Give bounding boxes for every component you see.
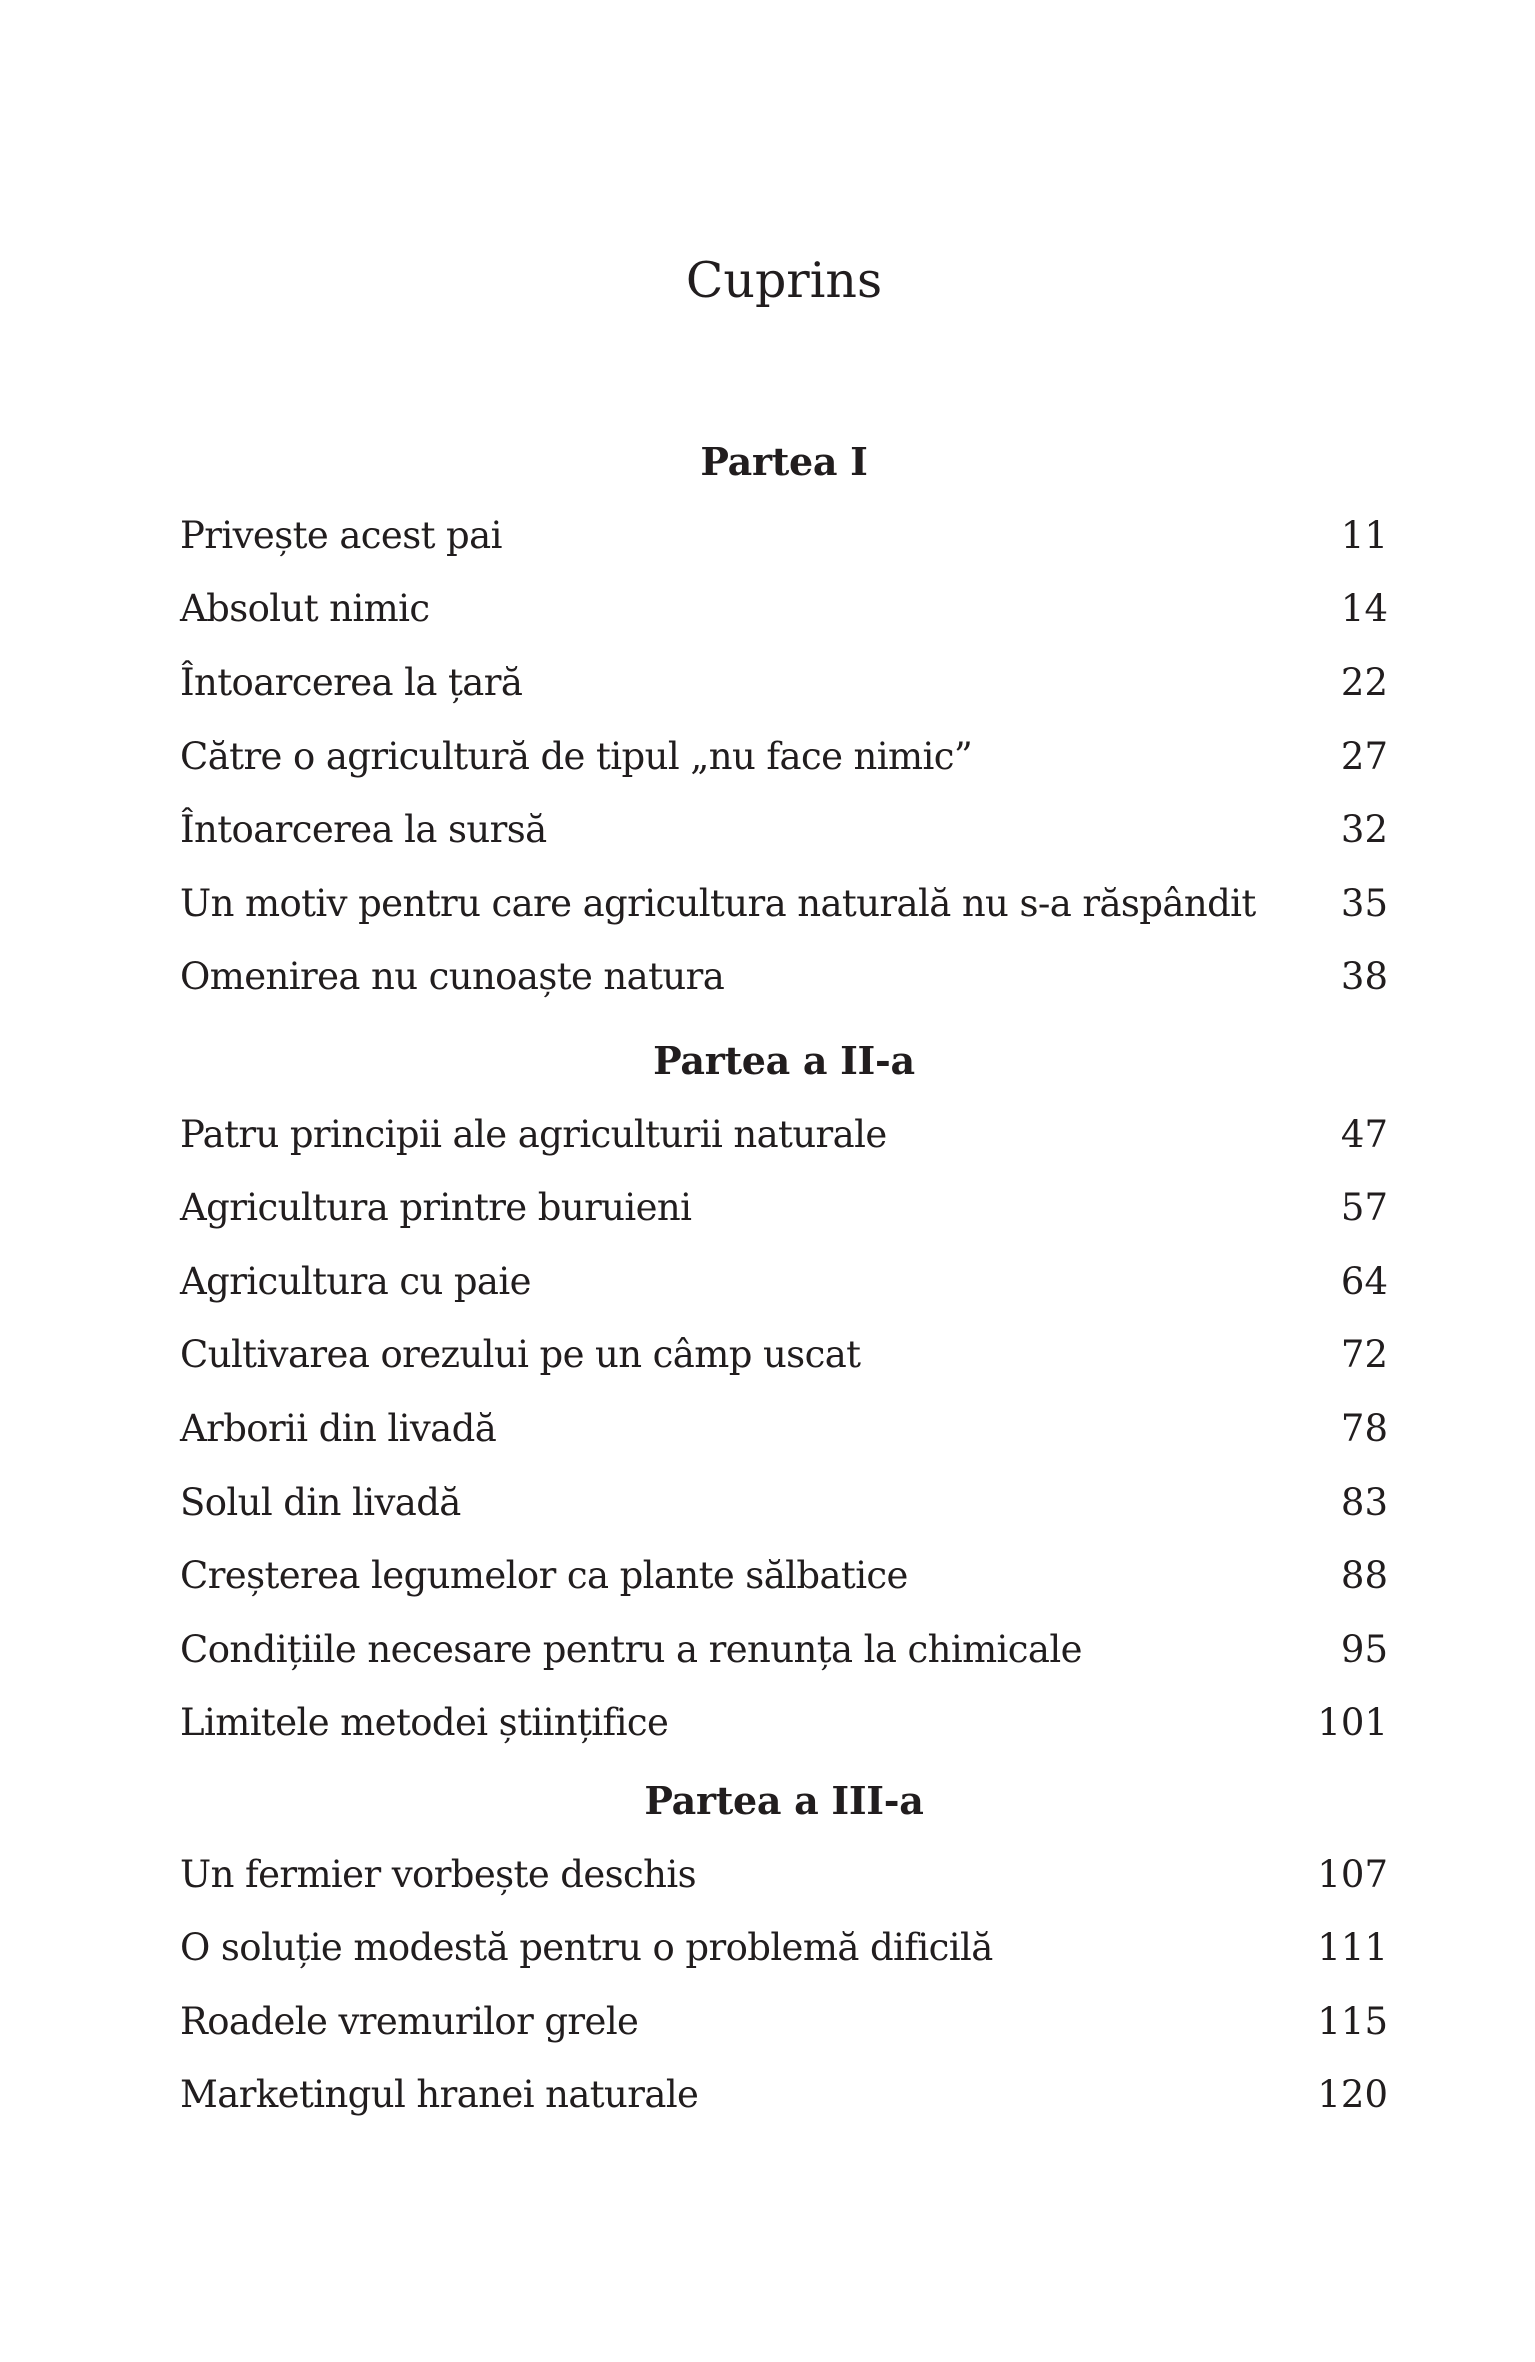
entry-title: Cultivarea orezului pe un câmp uscat [180,1333,861,1377]
toc-entry [180,1984,1388,2058]
entry-page-number: 88 [1340,1554,1388,1598]
entry-page-number: 72 [1340,1333,1388,1377]
toc-entry [180,1837,1388,1911]
entry-page-number: 14 [1340,587,1388,631]
toc-entry [180,2058,1388,2132]
entry-title: Arborii din livadă [180,1407,497,1451]
part-heading [180,1764,1388,1838]
entry-page-number: 11 [1340,513,1388,557]
part-heading-label: Partea a II-a [653,1038,915,1084]
entry-page-number: 120 [1317,2073,1388,2117]
toc-entry [180,719,1388,793]
entry-page-number: 95 [1340,1627,1388,1671]
entry-page-number: 111 [1317,1926,1388,1970]
entry-page-number: 115 [1317,1999,1388,2043]
entry-page-number: 78 [1340,1407,1388,1451]
entry-page-number: 27 [1340,734,1388,778]
part-heading [180,1024,1388,1098]
entry-page-number: 101 [1317,1701,1388,1745]
toc-entry [180,572,1388,646]
entry-page-number: 22 [1340,661,1388,705]
entry-title: Întoarcerea la țară [180,661,523,705]
toc-entry [180,499,1388,573]
entry-title: Privește acest pai [180,513,502,557]
toc-entry [180,1392,1388,1466]
toc-entry [180,1465,1388,1539]
toc-entry [180,1318,1388,1392]
entry-title: Omenirea nu cunoaște natura [180,955,725,999]
entry-page-number: 35 [1340,881,1388,925]
entry-page-number: 38 [1340,955,1388,999]
entry-title: Condițiile necesare pentru a renunța la chimicale [180,1627,1082,1671]
entry-title: Absolut nimic [180,587,430,631]
entry-title: Roadele vremurilor grele [180,1999,639,2043]
toc-entry [180,1686,1388,1760]
entry-title: Marketingul hranei naturale [180,2073,699,2117]
entry-page-number: 83 [1340,1480,1388,1524]
toc-entry [180,940,1388,1014]
toc-entry [180,1245,1388,1319]
toc-entry [180,867,1388,941]
part-heading-label: Partea a III-a [644,1777,924,1823]
toc-entry [180,1613,1388,1687]
entry-title: Un motiv pentru care agricultura naturală nu s-a răspândit [180,881,1256,925]
entry-page-number: 57 [1340,1186,1388,1230]
entry-page-number: 32 [1340,808,1388,852]
entry-page-number: 107 [1317,1852,1388,1896]
entry-page-number: 64 [1340,1259,1388,1303]
entry-title: Patru principii ale agriculturii naturale [180,1112,887,1156]
toc-entry [180,1911,1388,1985]
entry-title: Un fermier vorbește deschis [180,1852,697,1896]
entry-title: Întoarcerea la sursă [180,808,547,852]
entry-title: Creșterea legumelor ca plante sălbatice [180,1554,908,1598]
entry-title: Limitele metodei științifice [180,1701,669,1745]
entry-title: Agricultura cu paie [180,1259,531,1303]
entry-title: Agricultura printre buruieni [180,1186,692,1230]
page-title: Cuprins [685,252,883,309]
entry-title: Către o agricultură de tipul „nu face nimic” [180,734,973,778]
part-heading-label: Partea I [700,439,868,485]
entry-title: O soluție modestă pentru o problemă dificilă [180,1926,993,1970]
toc-entry [180,793,1388,867]
entry-page-number: 47 [1340,1112,1388,1156]
toc-entry [180,1539,1388,1613]
part-heading [180,425,1388,499]
entry-title: Solul din livadă [180,1480,461,1524]
toc-entry [180,1171,1388,1245]
toc-list [180,425,1388,2132]
toc-entry [180,1097,1388,1171]
toc-entry [180,646,1388,720]
